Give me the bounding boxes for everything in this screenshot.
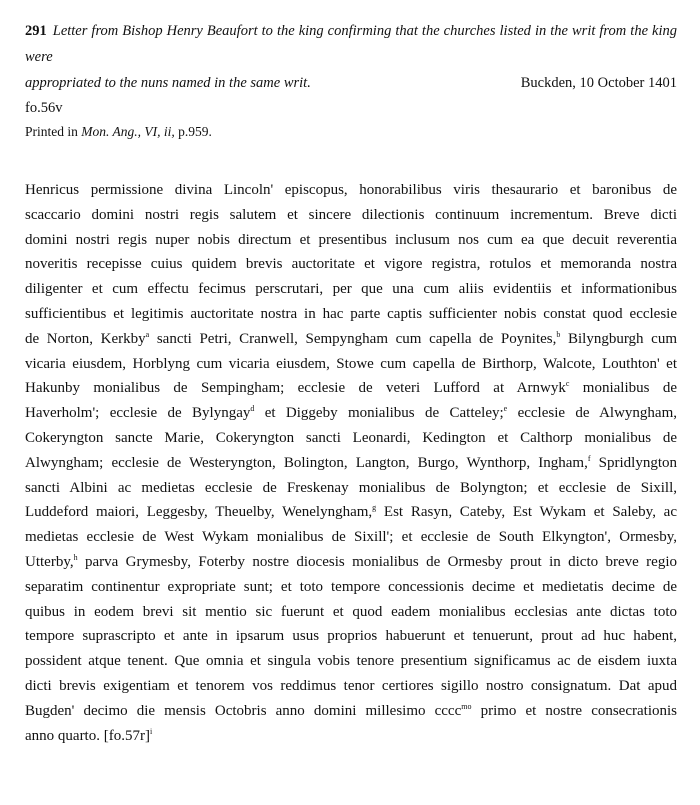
- footnote-marker: b: [556, 329, 561, 339]
- text-line: [25, 550, 677, 575]
- text-line: [25, 451, 677, 476]
- text-line: [25, 327, 677, 352]
- text-line: [25, 724, 677, 749]
- text-segment: diligenter et cum effectu fecimus perscrutari, per que una cum aliis evidentiis et informationibus: [25, 281, 677, 298]
- text-line: [25, 401, 677, 426]
- text-segment: medietas ecclesie de West Wykam monialibus de Sixill'; et ecclesie de South Elkyngton', Ormesby,: [25, 529, 677, 546]
- printed-suffix: p.959.: [174, 124, 212, 139]
- text-segment: parva Grymesby, Foterby nostre diocesis monialibus de Ormesby prout in dicto breve regio: [77, 553, 677, 570]
- text-segment: tempore suprascripto et ante in ipsarum usus proprios habuerunt et tenuerunt, prout ad huc habent,: [25, 628, 677, 645]
- latin-text-body: [25, 178, 677, 748]
- text-line: [25, 277, 677, 302]
- text-segment: Est Rasyn, Cateby, Est Wykam et Saleby, ac: [376, 504, 678, 521]
- footnote-marker: mo: [461, 701, 472, 711]
- text-segment: Cokeryngton sancte Marie, Cokeryngton sancti Leonardi, Kedington et Calthorp monialibus de: [25, 429, 677, 446]
- text-line: [25, 575, 677, 600]
- text-segment: anno quarto. [fo.57r]: [25, 727, 150, 744]
- text-segment: monialibus de: [569, 380, 677, 397]
- text-line: [25, 476, 677, 501]
- text-line: [25, 252, 677, 277]
- text-segment: Henricus permissione divina Lincoln' episcopus, honorabilibus viris thesaurario et baronibus de: [25, 182, 677, 198]
- text-line: [25, 525, 677, 550]
- document-page: [25, 18, 677, 748]
- text-segment: possident atque tenent. Que omnia et singula vobis tenore presentium significamus ac de eisdem iuxta: [25, 653, 677, 670]
- text-segment: Haverholm'; ecclesie de Bylyngay: [25, 405, 251, 422]
- printed-prefix: Printed in: [25, 124, 82, 139]
- text-line: [25, 376, 677, 401]
- text-line: [25, 674, 677, 699]
- entry-title-line-2: appropriated to the nuns named in the same writ.: [25, 75, 311, 91]
- text-segment: Bugden' decimo die mensis Octobris anno domini millesimo cccc: [25, 702, 462, 719]
- printed-source: Mon. Ang., VI, ii,: [81, 124, 175, 139]
- text-line: [25, 649, 677, 674]
- footnote-marker: d: [250, 404, 255, 414]
- footnote-marker: a: [145, 329, 150, 339]
- footnote-marker: f: [587, 453, 591, 463]
- text-line: [25, 178, 677, 203]
- text-line: [25, 302, 677, 327]
- footnote-marker: i: [149, 726, 153, 736]
- entry-title-line-1: Letter from Bishop Henry Beaufort to the king confirming that the churches listed in the writ from the king were: [25, 23, 677, 65]
- printed-reference: [25, 120, 677, 144]
- text-segment: de Norton, Kerkby: [25, 330, 146, 347]
- text-segment: sancti Petri, Cranwell, Sempyngham cum capella de Poynites,: [149, 330, 557, 347]
- text-segment: noveritis recepisse cuius quidem brevis auctoritate et vigore registra, rotulos et memoranda nostra: [25, 256, 677, 273]
- text-line: [25, 624, 677, 649]
- text-segment: quibus in eodem brevi sit mentio sic fuerunt et quod eadem monialibus ecclesias ante dictas toto: [25, 603, 677, 620]
- text-line: [25, 228, 677, 253]
- text-segment: Utterby,: [25, 553, 74, 570]
- heading-line-1: [25, 18, 677, 70]
- text-segment: Hakunby monialibus de Sempingham; ecclesie de veteri Lufford at Arnwyk: [25, 380, 566, 397]
- place-date: Buckden, 10 October 1401: [520, 75, 677, 91]
- text-segment: Spridlyngton: [590, 454, 678, 471]
- text-segment: ecclesie de Alwyngham,: [507, 405, 677, 422]
- text-segment: vicaria eiusdem, Horblyng cum vicaria eiusdem, Stowe cum capella de Birthorp, Walcote, Louthton' et: [25, 355, 677, 372]
- entry-heading: [25, 18, 677, 96]
- text-segment: sufficientibus et legitimis auctoritate nostra in hac parte captis sufficienter nobis constat quod ecclesie: [25, 305, 677, 322]
- text-segment: separatim continentur expropriate sunt; et toto tempore concessionis decime et medietatis decime de: [25, 578, 677, 595]
- text-segment: sancti Albini ac medietas ecclesie de Freskenay monialibus de Bolyngton; et ecclesie de Sixill,: [25, 479, 677, 496]
- text-segment: Bilyngburgh cum: [560, 330, 677, 347]
- text-segment: primo et nostre consecrationis: [471, 702, 677, 719]
- text-segment: dicti brevis exigentiam et tenorem vos reddimus tenor certiores sigillo nostro consignatum. Dat apud: [25, 677, 677, 694]
- text-line: [25, 600, 677, 625]
- folio-reference: fo.56v: [25, 100, 63, 116]
- text-segment: Luddeford maiori, Leggesby, Theuelby, Wenelyngham,: [25, 504, 373, 521]
- text-line: [25, 699, 677, 724]
- entry-number: 291: [25, 23, 47, 39]
- footnote-marker: h: [73, 552, 78, 562]
- text-segment: domini nostri regis nuper nobis directum et presentibus inclusum nos cum ea que decuit reverentia: [25, 231, 677, 248]
- text-segment: scaccario domini nostri regis salutem et sincere dilectionis continuum incrementum. Breve dicti: [25, 206, 677, 223]
- text-line: [25, 500, 677, 525]
- text-line: [25, 203, 677, 228]
- text-segment: et Diggeby monialibus de Catteley;: [254, 405, 504, 422]
- footnote-marker: c: [565, 379, 570, 389]
- text-segment: Alwyngham; ecclesie de Westeryngton, Bolington, Langton, Burgo, Wynthorp, Ingham,: [25, 454, 588, 471]
- text-line: [25, 426, 677, 451]
- heading-line-2: [25, 70, 677, 96]
- text-line: [25, 352, 677, 377]
- footnote-marker: g: [372, 503, 377, 513]
- footnote-marker: e: [503, 404, 508, 414]
